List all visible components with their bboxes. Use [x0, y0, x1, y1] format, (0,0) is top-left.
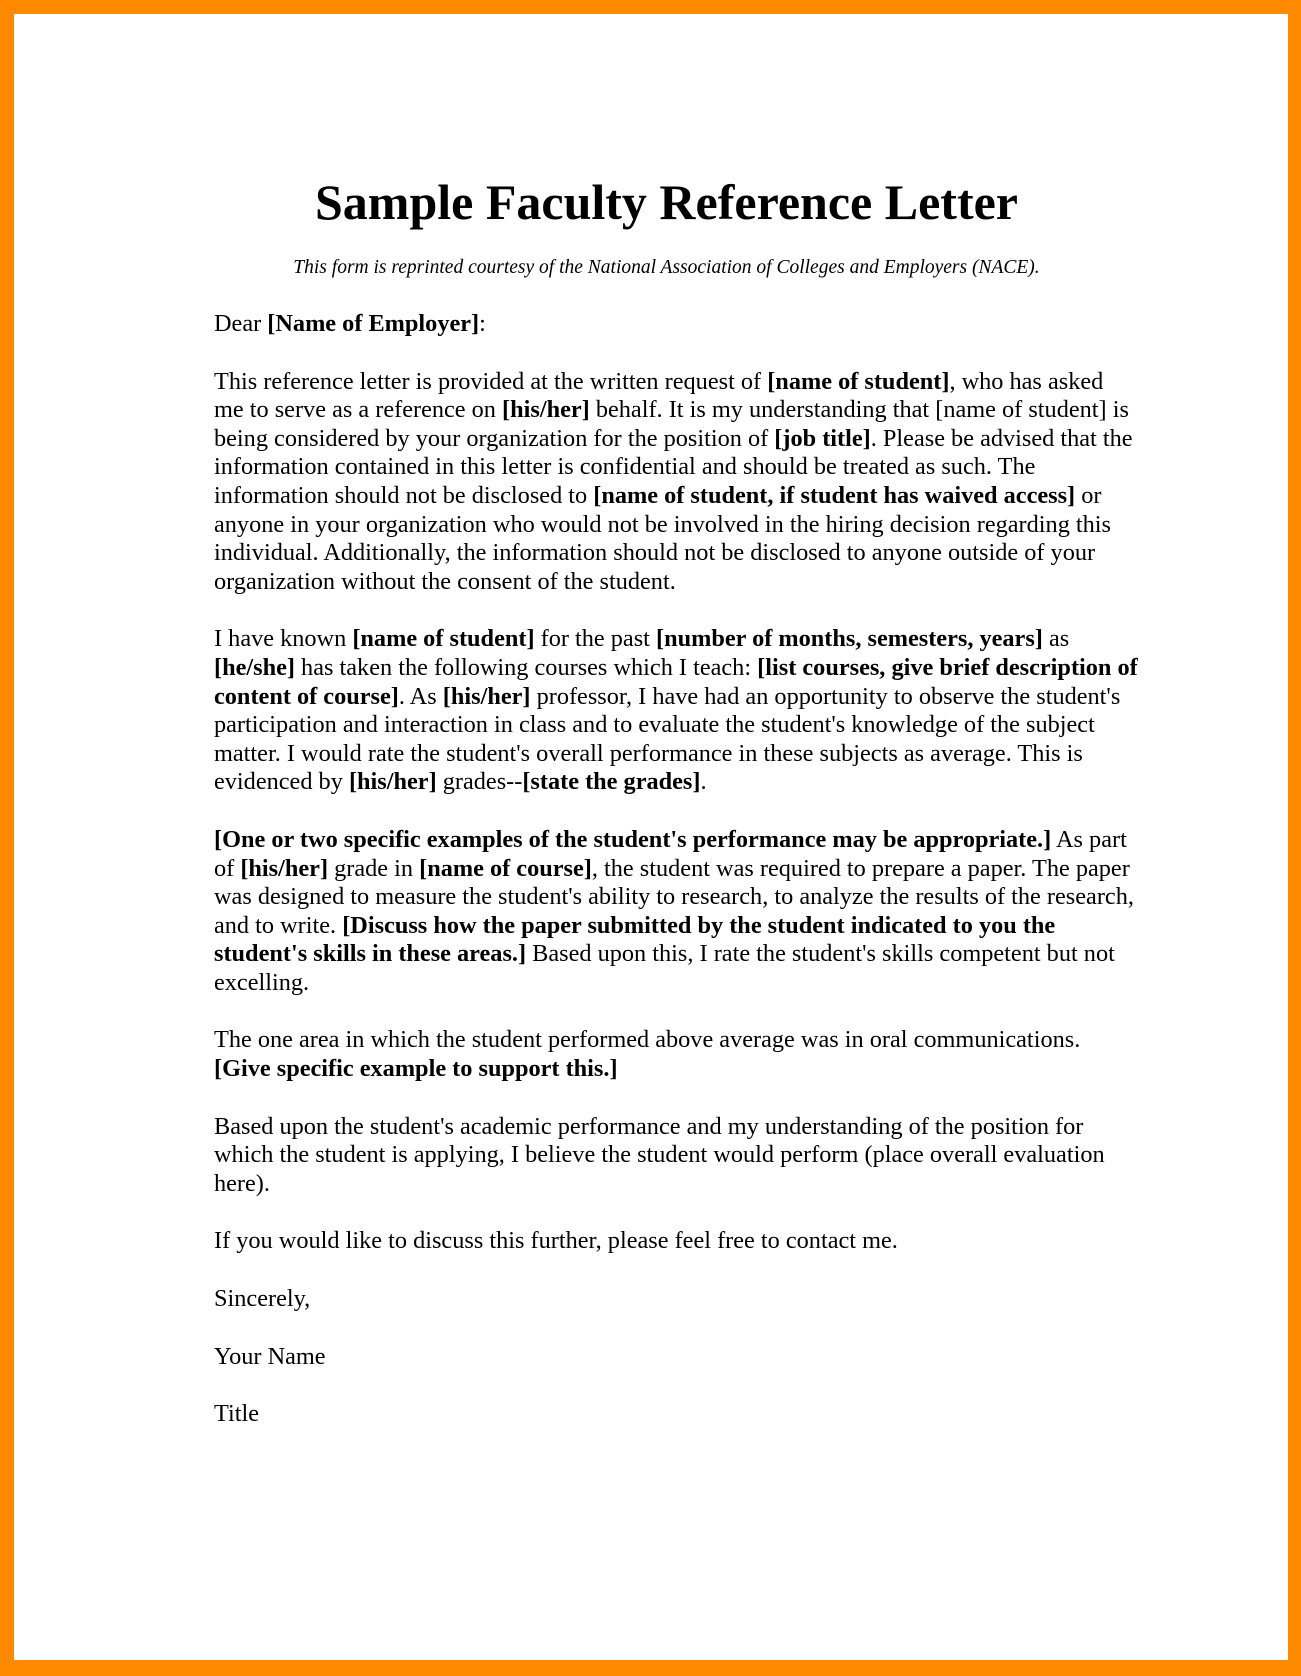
- placeholder: [number of months, semesters, years]: [656, 625, 1043, 653]
- placeholder: [he/she]: [214, 653, 295, 681]
- text: As part of: [214, 825, 1127, 882]
- placeholder: [name of student]: [767, 367, 950, 395]
- text: has taken the following courses which I teach:: [294, 653, 758, 681]
- page-title: Sample Faculty Reference Letter: [315, 174, 1018, 230]
- paragraph-contact: If you would like to discuss this further, please feel free to contact me.: [214, 1227, 898, 1255]
- salutation-employer-placeholder: [Name of Employer]: [267, 310, 480, 337]
- paragraph-evaluation: Based upon the student's academic performance and my understanding of the position for which the student is applying, I believe the student would perform (place overall evaluation here).: [214, 1112, 1105, 1197]
- placeholder: [state the grades]: [522, 768, 701, 796]
- paragraph-oral-communications: [214, 1026, 1139, 1083]
- text: Based upon this, I rate the student's skills competent but not excelling.: [214, 940, 1115, 996]
- signature-name: Your Name: [214, 1342, 326, 1370]
- text: professor, I have had an opportunity to observe the student's participation and interaction in class and to evaluate the student's knowledge of the subject matter. I would rate the student's overall performance in these subjects as average. This is evidenced by: [214, 682, 1121, 796]
- placeholder: [his/her]: [240, 854, 329, 882]
- placeholder: [his/her]: [502, 396, 590, 424]
- placeholder: [his/her]: [442, 682, 531, 710]
- text: grades--: [436, 768, 523, 796]
- text: , who has asked me to serve as a reference on: [214, 367, 1104, 424]
- text: The one area in which the student performed above average was in oral communications.: [214, 1026, 1081, 1054]
- placeholder: [name of course]: [419, 854, 592, 882]
- text: . As: [398, 682, 443, 710]
- salutation: [214, 310, 1139, 339]
- text: or anyone in your organization who would not be involved in the hiring decision regarding this individual. Additionally, the information should not be disclosed to anyone outside of your organization without the consent of the student.: [214, 481, 1112, 595]
- text: as: [1042, 625, 1070, 653]
- text: . Please be advised that the information contained in this letter is confidential and should be treated as such. The information should not be disclosed to: [214, 424, 1133, 509]
- text: I have known: [214, 625, 353, 653]
- text: .: [700, 768, 707, 796]
- placeholder: [name of student, if student has waived access]: [593, 481, 1076, 509]
- salutation-dear: Dear: [214, 310, 268, 337]
- placeholder: [Give specific example to support this.]: [214, 1055, 618, 1083]
- courtesy-note: This form is reprinted courtesy of the National Association of Colleges and Employers (NACE).: [293, 257, 1040, 278]
- placeholder: [Discuss how the paper submitted by the student indicated to you the student's skills in these areas.]: [214, 911, 1056, 968]
- text: This reference letter is provided at the written request of: [214, 367, 768, 395]
- letter-body: [214, 174, 1139, 1429]
- closing-sincerely: Sincerely,: [214, 1285, 311, 1313]
- salutation-colon: :: [479, 310, 486, 337]
- paragraph-examples: [214, 826, 1139, 998]
- paragraph-courses: [214, 625, 1139, 797]
- placeholder: [list courses, give brief description of content of course]: [214, 653, 1138, 710]
- signature-title: Title: [214, 1400, 260, 1428]
- placeholder: [job title]: [774, 424, 871, 452]
- placeholder: [his/her]: [348, 768, 437, 796]
- text: grade in: [328, 854, 420, 882]
- text: behalf. It is my understanding that [name of student] is being considered by your organization for the position of: [214, 396, 1129, 452]
- text: for the past: [534, 625, 656, 653]
- placeholder: [One or two specific examples of the student's performance may be appropriate.]: [214, 825, 1052, 853]
- paragraph-request: [214, 368, 1139, 597]
- text: , the student was required to prepare a paper. The paper was designed to measure the student's ability to research, to analyze the results of the research, and to write.: [214, 854, 1134, 939]
- placeholder: [name of student]: [352, 625, 535, 653]
